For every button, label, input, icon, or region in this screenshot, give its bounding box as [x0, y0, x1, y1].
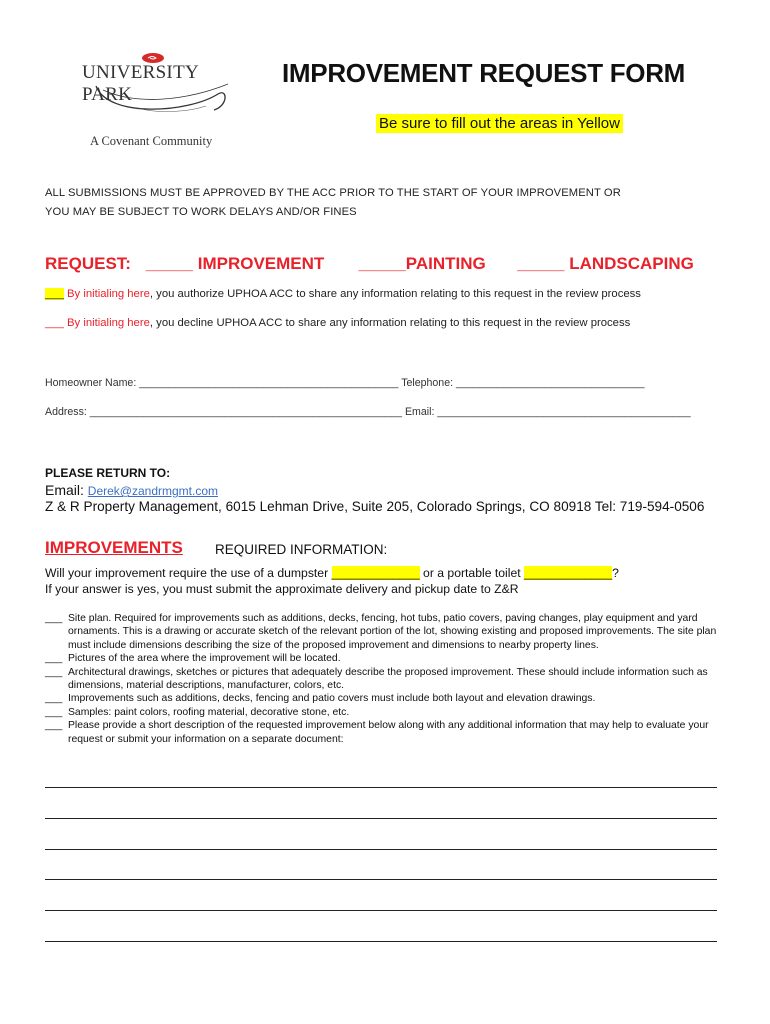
toilet-blank[interactable]: _____________: [524, 566, 613, 580]
description-line[interactable]: [45, 818, 717, 819]
improvements-heading: IMPROVEMENTS: [45, 538, 183, 557]
item-check-blank[interactable]: ___: [45, 666, 63, 678]
authorize-initial-blank[interactable]: ___: [45, 288, 64, 300]
item-text: Pictures of the area where the improvement will be located.: [68, 653, 341, 665]
email-link[interactable]: Derek@zandrmgmt.com: [87, 484, 219, 498]
list-item: [45, 652, 735, 665]
logo-subtitle: A Covenant Community: [90, 134, 213, 148]
authorize-initial-row: [45, 288, 641, 300]
description-line[interactable]: [45, 910, 717, 911]
request-option-improvement[interactable]: _____ IMPROVEMENT: [145, 254, 325, 273]
authorize-initial-label: By initialing here: [67, 288, 150, 300]
authorize-initial-text: , you authorize UPHOA ACC to share any information relating to this request in the review process: [149, 288, 641, 300]
request-row: [45, 254, 694, 274]
item-text: Samples: paint colors, roofing material, decorative stone, etc.: [68, 706, 350, 718]
description-line[interactable]: [45, 879, 717, 880]
list-item: [45, 692, 735, 705]
dumpster-question-text: Will your improvement require the use of a dumpster: [45, 566, 332, 580]
approval-notice-line2: YOU MAY BE SUBJECT TO WORK DELAYS AND/OR FINES: [45, 206, 357, 218]
description-line[interactable]: [45, 849, 717, 850]
item-check-blank[interactable]: ___: [45, 653, 63, 665]
decline-initial-label: By initialing here: [67, 317, 150, 329]
logo-name: UNIVERSITY PARK: [82, 62, 199, 105]
dumpster-blank[interactable]: _____________: [331, 566, 420, 580]
management-address: Z & R Property Management, 6015 Lehman Drive, Suite 205, Colorado Springs, CO 80918 Tel: 719-594-0506: [45, 499, 705, 514]
request-option-landscaping[interactable]: _____ LANDSCAPING: [517, 254, 694, 273]
description-line[interactable]: [45, 787, 717, 788]
university-park-logo: [78, 48, 248, 152]
return-to-heading: PLEASE RETURN TO:: [45, 466, 171, 480]
delivery-note: If your answer is yes, you must submit the approximate delivery and pickup date to Z&R: [45, 582, 519, 596]
approval-notice-line1: ALL SUBMISSIONS MUST BE APPROVED BY THE ACC PRIOR TO THE START OF YOUR IMPROVEMENT OR: [45, 187, 621, 199]
form-title: IMPROVEMENT REQUEST FORM: [282, 58, 686, 88]
item-text: Please provide a short description of the requested improvement below along with any additional information that may help to evaluate your request or submit your information on a separate document:: [68, 720, 709, 745]
address-email-field[interactable]: Address: _____________________________________________________ Email: ___________________________________________: [45, 406, 691, 418]
toilet-question-text: or a portable toilet: [419, 566, 524, 580]
required-info-heading: REQUIRED INFORMATION:: [215, 542, 388, 557]
decline-initial-blank[interactable]: ___: [45, 317, 64, 329]
list-item: [45, 612, 735, 652]
return-email-row: [45, 482, 218, 498]
homeowner-telephone-field[interactable]: Homeowner Name: ____________________________________________ Telephone: ________________________________: [45, 377, 645, 389]
request-option-painting[interactable]: _____PAINTING: [358, 254, 486, 273]
required-items-list: [45, 612, 735, 746]
item-text: Improvements such as additions, decks, fencing and patio covers must include both layout and elevation drawings.: [68, 693, 596, 705]
decline-initial-text: , you decline UPHOA ACC to share any information relating to this request in the review process: [149, 317, 631, 329]
item-text: Site plan. Required for improvements such as additions, decks, fencing, hot tubs, patio covers, paving changes, play equipment and yard ornaments. This is a drawing or accurate sketch of the relevant portion of the lot, showing existing and proposed improvements. The site plan must include dimensions describing the size of the proposed improvement and dimensions to nearby property lines.: [68, 613, 717, 651]
item-check-blank[interactable]: ___: [45, 706, 63, 718]
question-mark: ?: [612, 566, 619, 580]
list-item: [45, 666, 735, 693]
item-check-blank[interactable]: ___: [45, 613, 63, 624]
item-check-blank[interactable]: ___: [45, 720, 63, 732]
list-item: [45, 706, 735, 719]
yellow-instruction: Be sure to fill out the areas in Yellow: [376, 114, 623, 133]
description-line[interactable]: [45, 941, 717, 942]
request-label: REQUEST:: [45, 254, 131, 273]
email-label: Email:: [45, 482, 84, 498]
item-text: Architectural drawings, sketches or pictures that adequately describe the proposed improvement. These should include information such as dimensions, material descriptions, manufacturer, colors, etc.: [68, 666, 708, 692]
decline-initial-row: [45, 317, 630, 329]
item-check-blank[interactable]: ___: [45, 693, 63, 705]
dumpster-question: [45, 566, 619, 580]
list-item: [45, 719, 735, 746]
